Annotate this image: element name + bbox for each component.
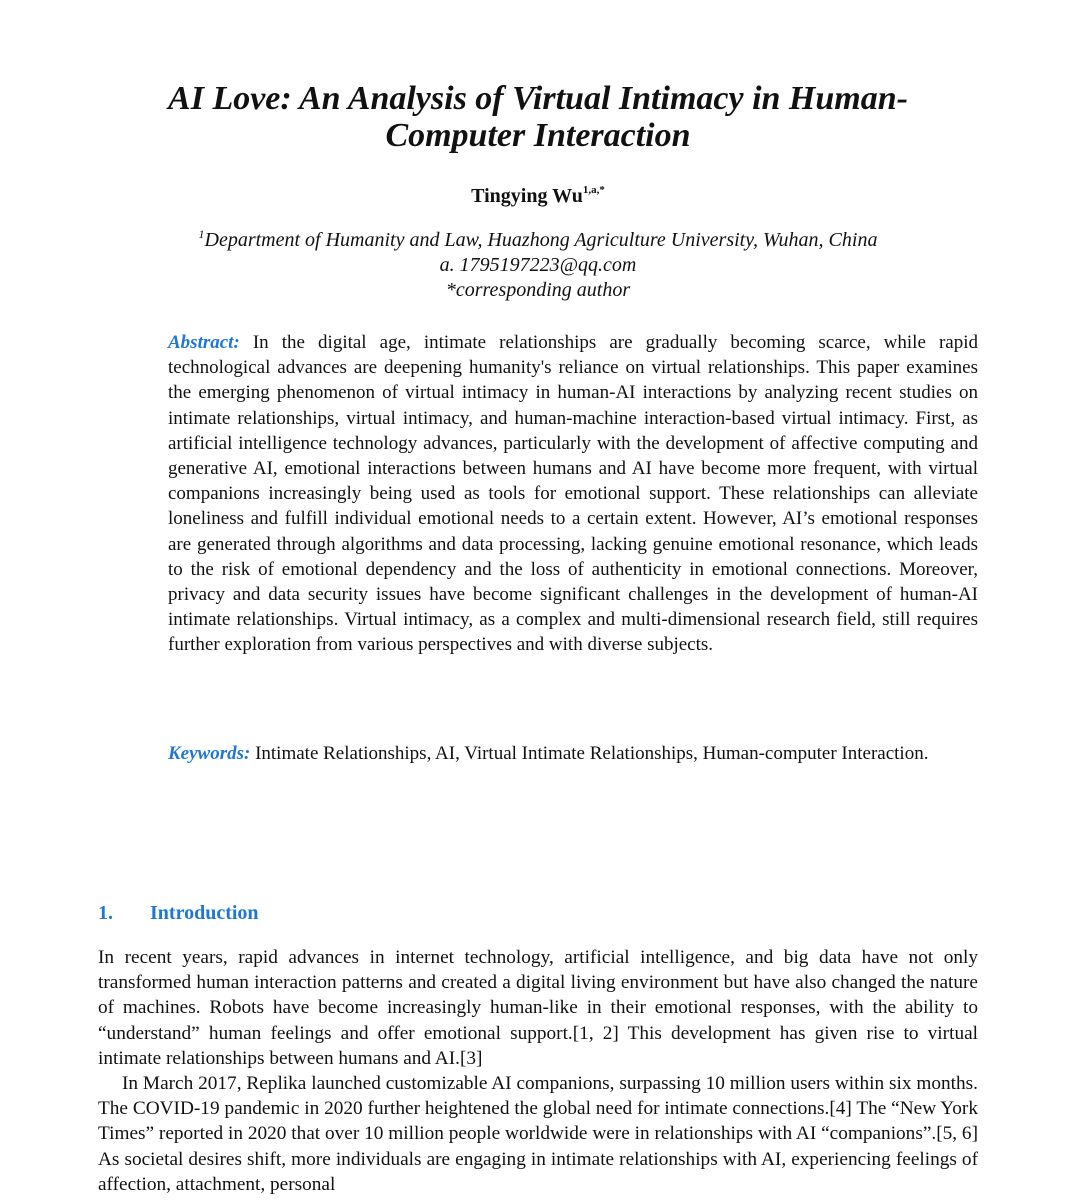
affiliation-block [0,222,1076,303]
author-name: Tingying Wu [471,185,583,207]
section-title: Introduction [150,902,259,924]
author-email: a. 1795197223@qq.com [439,254,637,276]
title-line-2: Computer Interaction [385,117,691,154]
intro-paragraph-1: In recent years, rapid advances in internet technology, artificial intelligence, and big data have not only transformed human interaction patterns and created a digital living environment but have also changed the nature of machines. Robots have become increasingly human-like in their emotional responses, with the ability to “understand” human feelings and offer emotional support.[1, 2] This development has given rise to virtual intimate relationships between humans and AI.[3] [98,947,978,1069]
paper-title [0,80,1076,154]
introduction-body [98,945,978,1197]
affiliation-text: Department of Humanity and Law, Huazhong Agriculture University, Wuhan, China [204,229,878,251]
corresponding-author-note: *corresponding author [445,279,631,301]
abstract-label: Abstract: [168,332,240,353]
section-number: 1. [98,902,113,924]
title-line-1: AI Love: An Analysis of Virtual Intimacy in Human- [168,80,908,117]
keywords-text: Intimate Relationships, AI, Virtual Intimate Relationships, Human-computer Interaction. [255,743,929,764]
abstract-block [168,330,978,658]
keywords-block [168,741,978,767]
keywords-label: Keywords: [168,743,251,764]
abstract-text: In the digital age, intimate relationships are gradually becoming scarce, while rapid technological advances are deepening humanity's reliance on virtual relationships. This paper examines the emerging phenomenon of virtual intimacy in human-AI interactions by analyzing recent studies on intimate relationships, virtual intimacy, and human-machine interaction-based virtual intimacy. First, as artificial intelligence technology advances, particularly with the development of affective computing and generative AI, emotional interactions between humans and AI have become more frequent, with virtual companions increasingly being used as tools for emotional support. These relationships can alleviate loneliness and fulfill individual emotional needs to a certain extent. However, AI’s emotional responses are generated through algorithms and data processing, lacking genuine emotional resonance, which leads to the risk of emotional dependency and the loss of authenticity in emotional connections. Moreover, privacy and data security issues have become significant challenges in the development of human-AI intimate relationships. Virtual intimacy, as a complex and multi-dimensional research field, still requires further exploration from various perspectives and with diverse subjects. [168,332,979,656]
affiliation-superscript: 1 [198,227,205,241]
section-heading-introduction [98,902,259,925]
affiliation-line [0,222,1076,253]
author-superscript: 1,a,* [582,184,605,196]
author-line [0,184,1076,208]
intro-paragraph-2: In March 2017, Replika launched customizable AI companions, surpassing 10 million users within six months. The COVID-19 pandemic in 2020 further heightened the global need for intimate connections.[4] The “New York Times” reported in 2020 that over 10 million people worldwide were in relationships with AI “companions”.[5, 6] As societal desires shift, more individuals are engaging in intimate relationships with AI, experiencing feelings of affection, attachment, personal [98,1073,978,1195]
